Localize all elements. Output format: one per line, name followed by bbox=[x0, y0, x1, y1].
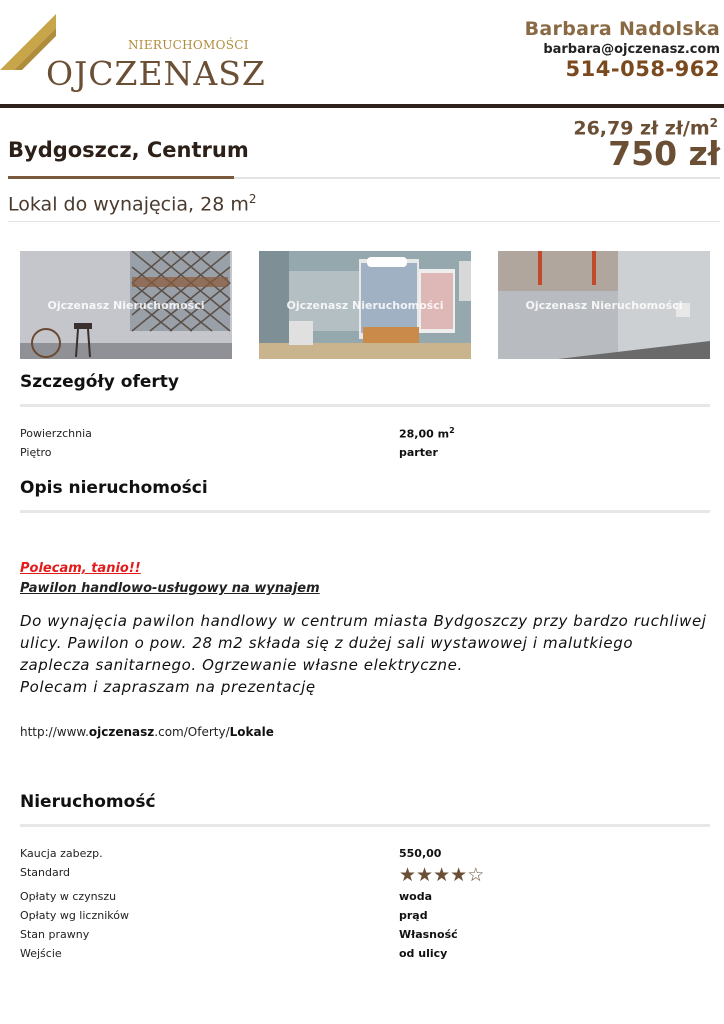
star-filled-icon: ★ bbox=[433, 864, 451, 886]
star-filled-icon: ★ bbox=[399, 864, 417, 886]
logo-subtitle: NIERUCHOMOŚCI bbox=[128, 38, 249, 52]
property-heading: Nieruchomość bbox=[20, 792, 156, 812]
detail-label-floor: Piętro bbox=[20, 446, 52, 459]
promo-subheading: Pawilon handlowo-usługowy na wynajem bbox=[20, 581, 320, 596]
property-photo-2[interactable] bbox=[259, 251, 471, 359]
agent-email[interactable]: barbara@ojczenasz.com bbox=[543, 42, 720, 57]
property-label-rent-fees: Opłaty w czynszu bbox=[20, 890, 117, 903]
property-value-entrance: od ulicy bbox=[399, 947, 448, 960]
property-value-deposit: 550,00 bbox=[399, 847, 442, 860]
description-line: Polecam i zapraszam na prezentację bbox=[20, 678, 316, 696]
description-divider bbox=[20, 510, 710, 513]
agent-name: Barbara Nadolska bbox=[524, 18, 720, 40]
description-body bbox=[20, 610, 714, 698]
agent-phone[interactable]: 514-058-962 bbox=[565, 57, 720, 81]
title-accent-line bbox=[8, 176, 234, 179]
details-heading: Szczegóły oferty bbox=[20, 372, 179, 392]
property-divider bbox=[20, 824, 710, 827]
description-heading: Opis nieruchomości bbox=[20, 478, 208, 498]
offer-price: 750 zł bbox=[608, 134, 720, 173]
property-label-metered-fees: Opłaty wg liczników bbox=[20, 909, 129, 922]
star-empty-icon: ☆ bbox=[467, 864, 485, 886]
company-logo bbox=[0, 14, 266, 94]
offer-link[interactable]: http://www.ojczenasz.com/Oferty/Lokale bbox=[20, 725, 274, 739]
detail-label-area: Powierzchnia bbox=[20, 427, 92, 440]
property-photo-3[interactable] bbox=[498, 251, 710, 359]
detail-value-area: 28,00 $m^2$ bbox=[399, 426, 455, 441]
offer-location: Bydgoszcz, Centrum bbox=[8, 138, 249, 162]
photo-watermark: Ojczenasz Nieruchomości bbox=[525, 299, 683, 312]
promo-text: Polecam, tanio!! bbox=[20, 561, 141, 576]
photo-watermark: Ojczenasz Nieruchomości bbox=[286, 299, 444, 312]
property-label-entrance: Wejście bbox=[20, 947, 62, 960]
subtitle-divider bbox=[8, 221, 720, 222]
photo-watermark: Ojczenasz Nieruchomości bbox=[47, 299, 205, 312]
detail-value-floor: parter bbox=[399, 446, 438, 459]
property-label-deposit: Kaucja zabezp. bbox=[20, 847, 103, 860]
star-filled-icon: ★ bbox=[450, 864, 468, 886]
header-divider bbox=[0, 104, 724, 108]
offer-subtitle: Lokal do wynajęcia, 28 $m^2$ bbox=[8, 192, 257, 216]
property-label-standard: Standard bbox=[20, 866, 71, 879]
property-value-rent-fees: woda bbox=[399, 890, 433, 903]
price-per-m2: 26,79 zł $zł/m^2$ bbox=[573, 116, 718, 140]
description-line: ulicy. Pawilon o pow. 28 m2 składa się z dużej sali wystawowej i malutkiego bbox=[20, 634, 634, 652]
agent-contact bbox=[525, 18, 720, 81]
standard-rating bbox=[399, 865, 484, 885]
property-photo-1[interactable] bbox=[20, 251, 232, 359]
property-value-legal-status: Własność bbox=[399, 928, 458, 941]
star-filled-icon: ★ bbox=[416, 864, 434, 886]
property-label-legal-status: Stan prawny bbox=[20, 928, 90, 941]
description-line: zaplecza sanitarnego. Ogrzewanie własne elektryczne. bbox=[20, 656, 463, 674]
details-divider bbox=[20, 404, 710, 407]
title-divider bbox=[234, 177, 720, 179]
description-line: Do wynajęcia pawilon handlowy w centrum miasta Bydgoszczy przy bardzo ruchliwej bbox=[20, 612, 707, 630]
property-value-metered-fees: prąd bbox=[399, 909, 428, 922]
logo-title: OJCZENASZ bbox=[46, 54, 266, 93]
